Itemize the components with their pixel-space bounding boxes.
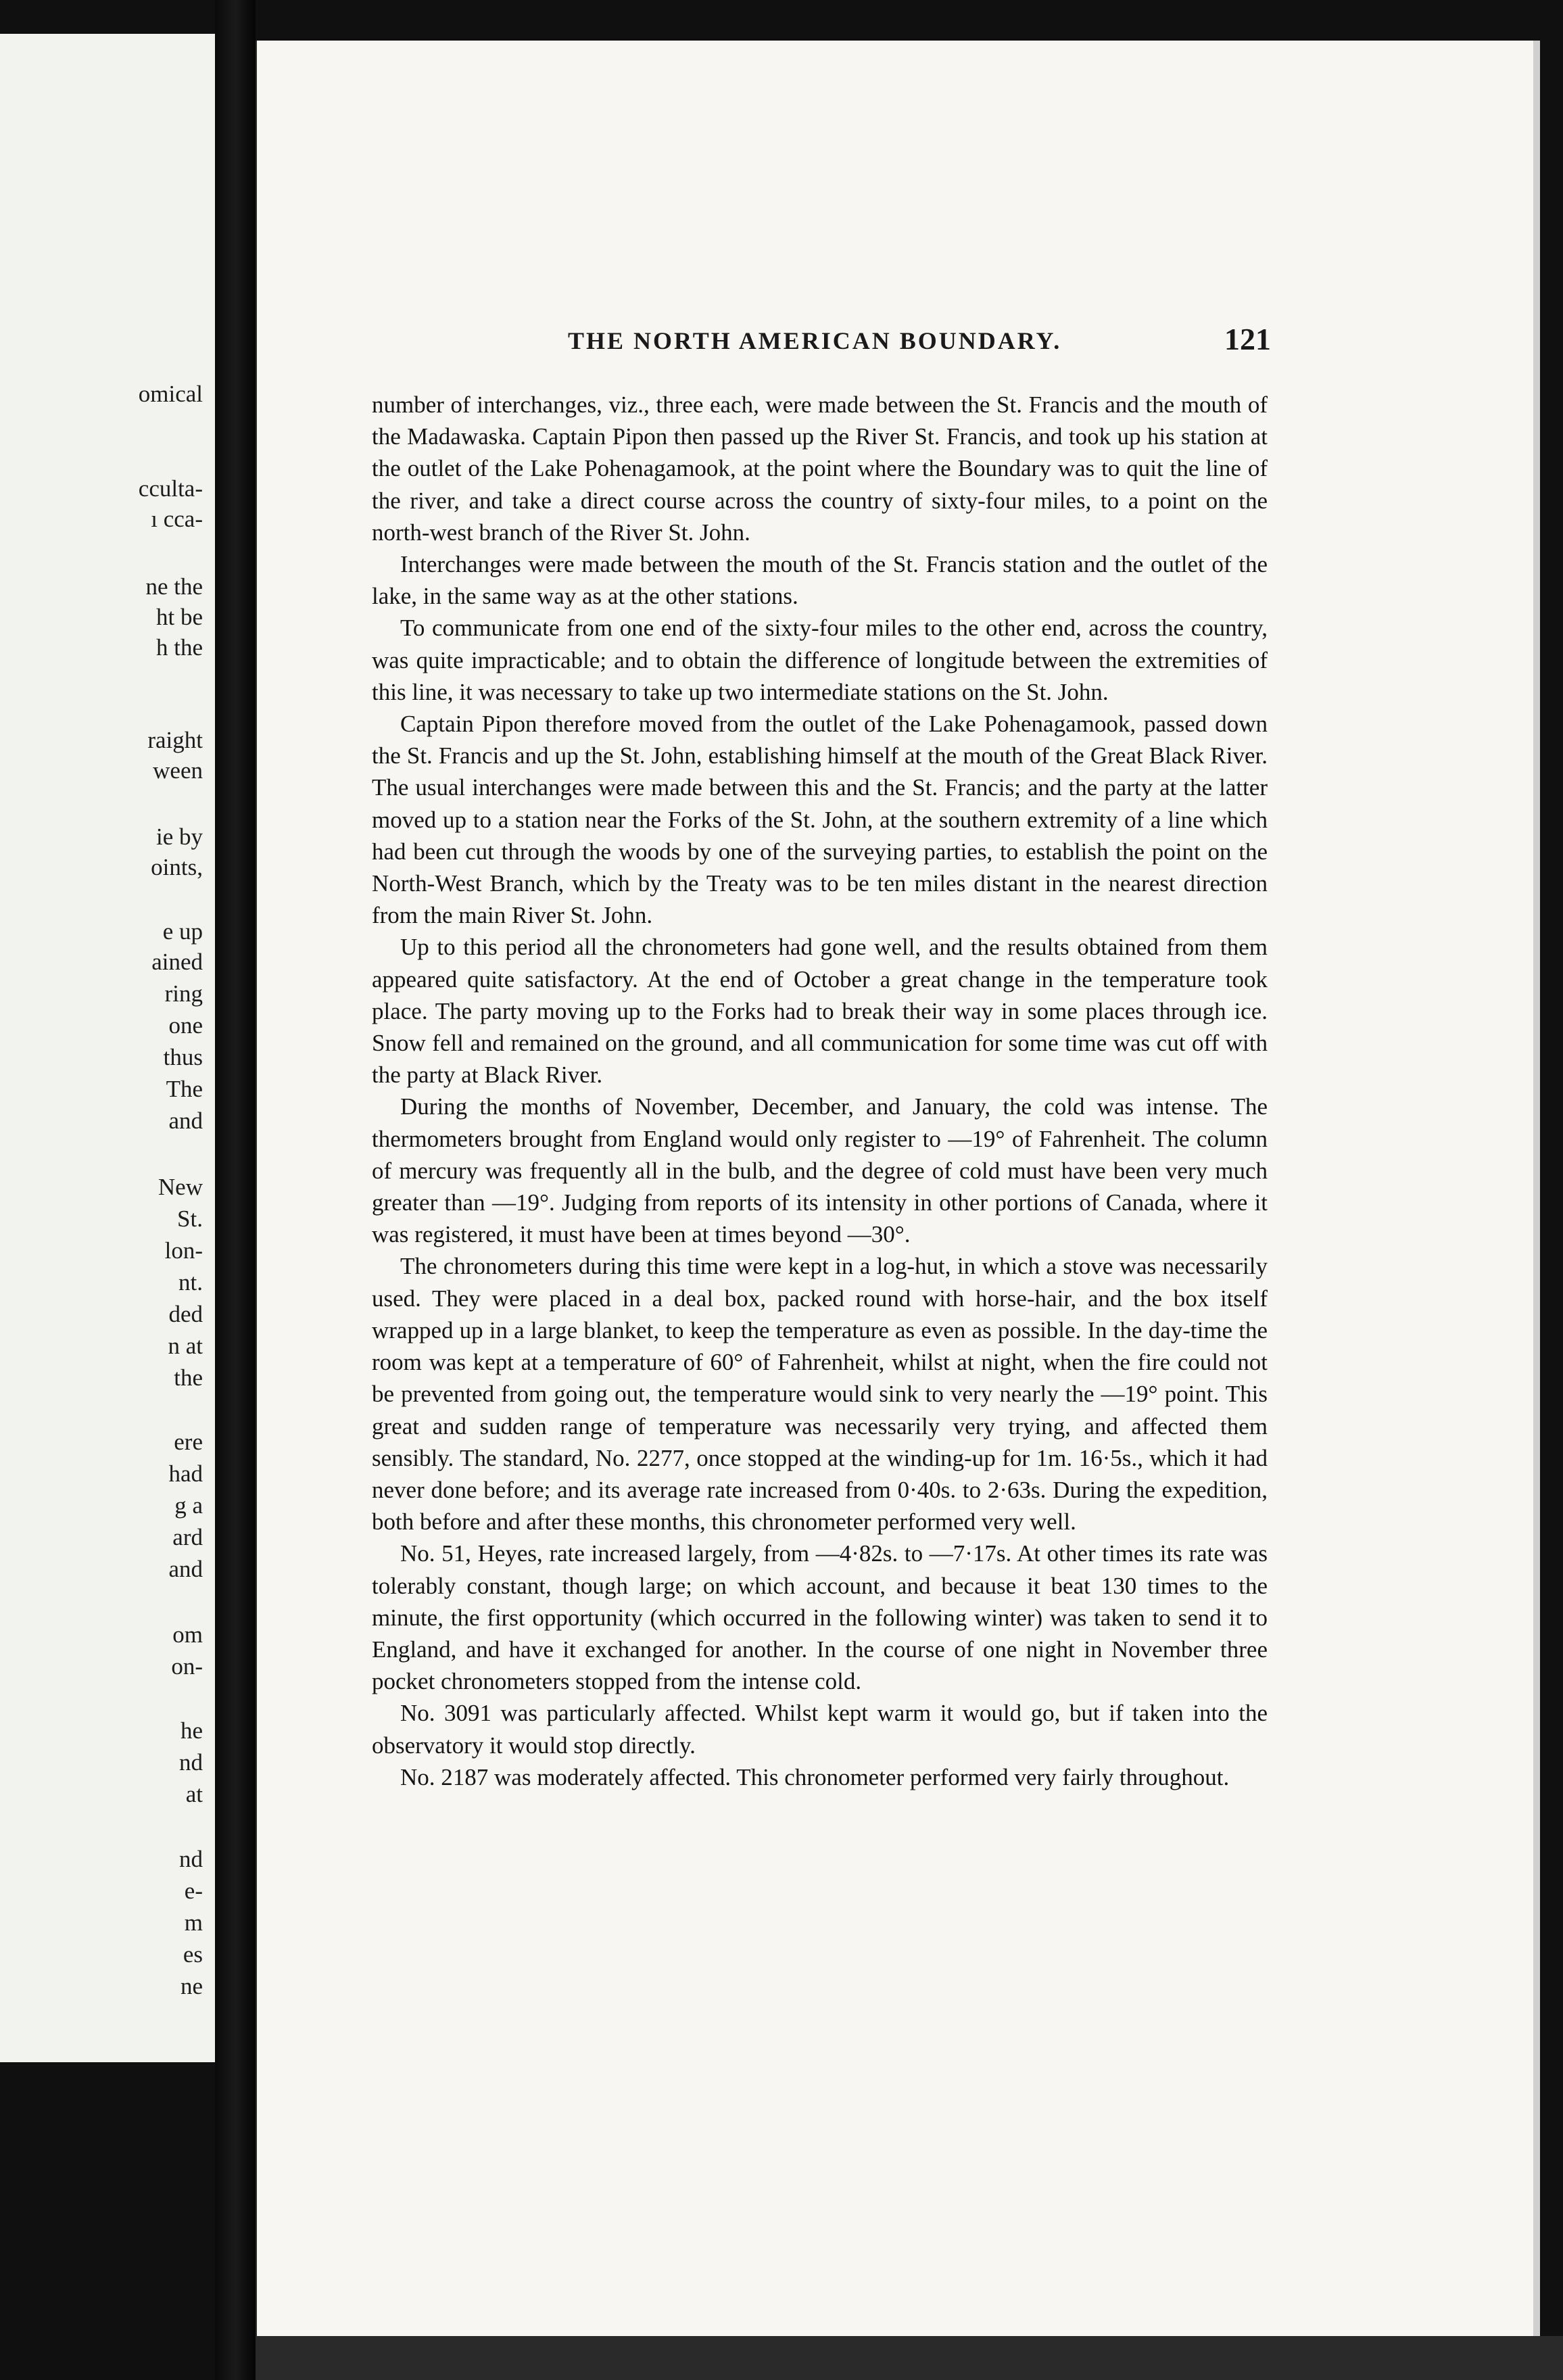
facing-line: h the (155, 634, 203, 661)
facing-line: g a (174, 1492, 203, 1519)
facing-page-top (0, 34, 203, 407)
facing-line: n at (168, 1333, 203, 1359)
facing-line: ring (164, 980, 203, 1007)
paragraph: No. 2187 was moderately affected. This chronometer performed very fairly throughout. (400, 1763, 1230, 1790)
facing-line: at (185, 1781, 203, 1807)
paragraph: No. 3091 was particularly affected. Whilst kept warm it would go, but if taken into the observatory it would stop directly. (372, 1700, 1268, 1759)
running-header (568, 321, 1271, 368)
paragraph: Interchanges were made between the mouth of the St. Francis station and the outlet of the lake, in the same way as at the other stations. (372, 551, 1268, 610)
running-title: THE NORTH AMERICAN BOUNDARY. (568, 327, 1062, 354)
facing-line: ded (168, 1301, 203, 1327)
paragraph: Captain Pipon therefore moved from the outlet of the Lake Pohenagamook, passed down the St. Francis and up the St. John, establishing himself at the mouth of the Great Black River. The usual interchanges were made between this and the St. Francis; and the party at the latter moved up to a station near the Forks of the St. John, at the southern extremity of a line which had been cut through the woods by one of the surveying parties, to establish the point on the North-West Branch, which by the Treaty was to be ten miles distant in the nearest direction from the main River St. John. (372, 711, 1268, 929)
facing-line: raight (147, 727, 203, 753)
facing-line: ie by (155, 824, 203, 850)
facing-line: oints, (151, 854, 203, 880)
facing-line: ween (153, 757, 203, 784)
scan-bottom-edge (256, 2336, 1563, 2380)
book-gutter (215, 0, 256, 2380)
facing-line: lon- (164, 1237, 203, 1264)
facing-line: e- (184, 1878, 203, 1904)
paragraph: Up to this period all the chronometers had gone well, and the results obtained from them appeared quite satisfactory. At the end of October a great change in the temperature took place. The party moving up to the Forks had to break their way in some places through ice. Snow fell and remained on the ground, and all communication for some time was cut off with the party at Black River. (372, 934, 1268, 1089)
page-edge-shadow (1533, 41, 1540, 2336)
facing-line: The (166, 1076, 203, 1102)
facing-line: ard (172, 1524, 203, 1550)
facing-line: ained (151, 949, 203, 975)
facing-line: St. (177, 1206, 203, 1232)
facing-line: om (172, 1621, 203, 1648)
facing-line: thus (163, 1044, 203, 1070)
facing-line: the (174, 1364, 203, 1391)
facing-line: had (168, 1460, 203, 1487)
facing-line: nd (179, 1846, 203, 1872)
paragraph: During the months of November, December, and January, the cold was intense. The thermometers brought from England would only register to —19° of Fahrenheit. The column of mercury was frequently all in the bulb, and the degree of cold must have been very much greater than —19°. Judging from reports of its intensity in other portions of Canada, where it was registered, it must have been at times beyond —30°. (372, 1093, 1268, 1248)
facing-line: e up (162, 918, 203, 945)
paragraph: No. 51, Heyes, rate increased largely, from —4·82s. to —7·17s. At other times its rate was tolerably constant, though large; on which account, and because it beat 130 times to the minute, the first opportunity (which occurred in the following winter) was taken to send it to England, and have it exchanged for another. In the course of one night in November three pocket chronometers stopped from the intense cold. (372, 1540, 1268, 1695)
facing-line: he (180, 1717, 203, 1744)
facing-line: m (184, 1909, 203, 1936)
facing-line: and (168, 1556, 203, 1582)
facing-line: and (168, 1108, 203, 1134)
facing-line: nt. (178, 1269, 203, 1295)
facing-line: es (183, 1941, 203, 1968)
facing-line: omical (138, 381, 203, 407)
facing-line: on- (171, 1653, 203, 1680)
facing-line: New (158, 1174, 203, 1200)
facing-line: ht be (155, 604, 203, 630)
paragraph: The chronometers during this time were kept in a log-hut, in which a stove was necessarily used. They were placed in a deal box, packed round with horse-hair, and the box itself wrapped up in a large blanket, to keep the temperature as even as possible. In the day-time the room was kept at a temperature of 60° of Fahrenheit, whilst at night, when the fire could not be prevented from going out, the temperature would sink to very nearly the —19° point. This great and sudden range of temperature was necessarily very trying, and affected them sensibly. The standard, No. 2277, once stopped at the winding-up for 1m. 16·5s., which it had never done before; and its average rate increased from 0·40s. to 2·63s. During the expedition, both before and after these months, this chronometer performed very well. (372, 1253, 1268, 1536)
facing-line: ı cca- (151, 506, 203, 532)
facing-line: ne (180, 1973, 203, 1999)
facing-line: ere (174, 1429, 203, 1455)
facing-line: ne the (145, 573, 203, 600)
paragraph: number of interchanges, viz., three each, were made between the St. Francis and the mouth of the Madawaska. Captain Pipon then passed up the River St. Francis, and took up his station at the outlet of the Lake Pohenagamook, at the point where the Boundary was to quit the line of the river, and take a direct course across the country of sixty-four miles, to a point on the north-west branch of the River St. John. (372, 391, 1268, 546)
page-number: 121 (1224, 322, 1271, 356)
paragraph: To communicate from one end of the sixty-four miles to the other end, across the country, was quite impracticable; and to obtain the difference of longitude between the extremities of this line, it was necessary to take up two intermediate stations on the St. John. (372, 615, 1268, 705)
facing-line: one (168, 1012, 203, 1039)
facing-line: cculta- (138, 475, 203, 502)
facing-line: nd (179, 1749, 203, 1776)
facing-page-edge (0, 34, 215, 2062)
body-text (372, 389, 1268, 1793)
